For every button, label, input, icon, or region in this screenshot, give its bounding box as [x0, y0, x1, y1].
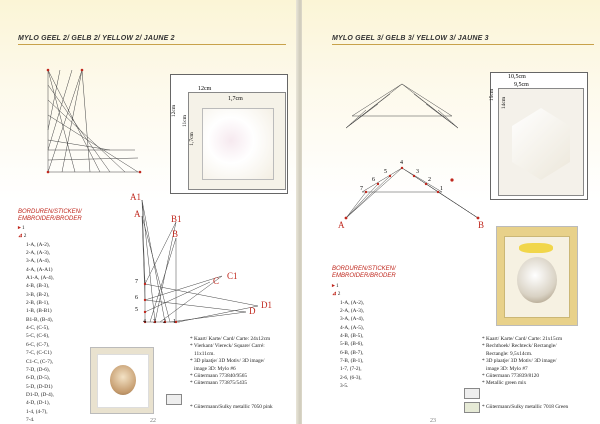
- left-step-18: 7-D, (D-6),: [26, 366, 50, 373]
- left-material-5: image 3D: Mylo #6: [194, 365, 236, 372]
- right-step-5: 3-A, (A-4),: [340, 316, 364, 323]
- left-step-3: 1-A, (A-2),: [26, 241, 50, 248]
- left-step-21: D1-D, (D-4),: [26, 391, 54, 398]
- right-label-n6: 6: [372, 177, 375, 183]
- right-dim-w2: 9,5cm: [514, 82, 529, 88]
- right-section-title: [332, 266, 396, 280]
- left-material-3: 11x11cm.: [194, 350, 215, 357]
- left-step-6: 4-A, (A-A1): [26, 266, 53, 273]
- dim-inner-height: 11cm: [182, 114, 189, 128]
- left-page: [0, 0, 298, 424]
- right-section-title-line2: EMBROIDER/BRODER: [332, 273, 396, 279]
- right-material-6: * Gütermann 773839/8120: [482, 373, 540, 380]
- left-step-15: 6-C, (C-7),: [26, 341, 50, 348]
- right-step-2: ⊿ 2: [332, 291, 341, 298]
- label-D1: D1: [261, 300, 272, 310]
- right-page-title: MYLO GEEL 3/ GELB 3/ YELLOW 3/ JAUNE 3: [332, 35, 489, 42]
- left-step-7: A1-A, (A-4),: [26, 275, 54, 282]
- left-step-17: C1-C, (C-7),: [26, 358, 53, 365]
- right-page: [302, 0, 600, 424]
- right-step-list: [332, 282, 364, 390]
- right-thread-swatch-2: [464, 402, 480, 413]
- right-step-11: 1-7, (7-2),: [340, 366, 362, 373]
- dim-card-height: 12cm: [171, 104, 178, 118]
- label-n3: 3: [153, 319, 156, 325]
- mouse-figure-image: [110, 365, 136, 395]
- label-n4: 4: [143, 319, 146, 325]
- label-n7: 7: [135, 279, 138, 285]
- left-step-9: 3-B, (B-2),: [26, 291, 50, 298]
- left-material-7: * Gütermann 773875/5435: [190, 380, 248, 387]
- left-material-2: * Vierkant/ Viereck/ Square/ Carré:: [190, 343, 265, 350]
- right-step-13: 3-5.: [340, 383, 349, 390]
- left-step-4: 2-A, (A-3),: [26, 250, 50, 257]
- right-label-n7: 7: [360, 186, 363, 192]
- left-step-14: 5-C, (C-6),: [26, 333, 50, 340]
- right-label-n4: 4: [400, 160, 403, 166]
- label-n1: 1: [173, 319, 176, 325]
- right-material-4: * 3D plaatje/ 3D Motiv/ 3D image/: [482, 358, 557, 365]
- right-step-10: 7-B, (B-1),: [340, 358, 364, 365]
- left-step-13: 4-C, (C-5),: [26, 325, 50, 332]
- left-step-11: 1-B, (B-B1): [26, 308, 52, 315]
- label-C1: C1: [227, 271, 238, 281]
- left-step-22: 4-D, (D-1),: [26, 400, 50, 407]
- left-step-16: 7-C, (C-C1): [26, 350, 52, 357]
- right-label-n3: 3: [416, 169, 419, 175]
- right-materials-list: [482, 336, 562, 388]
- left-page-number: 22: [150, 418, 156, 424]
- left-step-10: 2-B, (B-1),: [26, 300, 50, 307]
- right-material-5: image 3D: Mylo #7: [486, 365, 528, 372]
- mouse-with-bottle-image: [517, 257, 557, 303]
- right-step-3: 1-A, (A-2),: [340, 299, 364, 306]
- right-step-7: 4-B, (B-5),: [340, 333, 364, 340]
- left-card-photo: [90, 347, 154, 414]
- left-material-1: * Kaart/ Karte/ Card/ Carte: 24x12cm: [190, 336, 271, 342]
- label-B: B: [172, 229, 179, 239]
- right-thread-label: * Gütermann/Sulky metallic 7018 Green: [482, 404, 569, 410]
- left-step-8: 4-B, (B-3),: [26, 283, 50, 290]
- left-material-4: * 3D plaatje/ 3D Motiv/ 3D image/: [190, 358, 265, 365]
- right-label-n5: 5: [384, 169, 387, 175]
- left-step-12: B1-B, (B-4),: [26, 316, 53, 323]
- label-n2: 2: [163, 319, 166, 325]
- right-material-2: * Rechthoek/ Rechteck/ Rectangle/: [482, 343, 557, 350]
- left-step-24: 7-4.: [26, 416, 35, 423]
- dim-offset-y: 1,7cm: [188, 132, 195, 146]
- right-material-3: Rectangle: 9,5x14cm.: [486, 350, 533, 357]
- right-label-n1: 1: [440, 186, 443, 192]
- right-step-4: 2-A, (A-3),: [340, 308, 364, 315]
- right-step-8: 5-B, (B-6),: [340, 341, 364, 348]
- dim-card-width: 12cm: [198, 86, 212, 92]
- left-photo-inner-card: [97, 354, 149, 408]
- label-A1: A1: [130, 192, 141, 202]
- left-thread-label: * Gütermann/Sulky metallic 7050 pink: [190, 404, 273, 410]
- right-section-title-line1: BORDUREN/STICKEN/: [332, 266, 396, 272]
- right-step-6: 4-A, (A-5),: [340, 324, 364, 331]
- left-thread-swatch: [166, 394, 182, 405]
- right-photo-inner-card: [504, 236, 570, 318]
- right-dim-h2: 14cm: [501, 96, 508, 110]
- left-page-title: MYLO GEEL 2/ GELB 2/ YELLOW 2/ JAUNE 2: [18, 35, 175, 42]
- left-step-1: ▸ 1: [18, 225, 25, 231]
- right-thread-swatch-1: [464, 388, 480, 399]
- left-section-title-line1: BORDUREN/STICKEN/: [18, 209, 82, 215]
- left-step-20: 5-D, (D-D1): [26, 383, 53, 390]
- right-material-7: * Metallic green mix: [482, 380, 527, 387]
- left-materials-list: [190, 336, 270, 388]
- right-step-1: ▸ 1: [332, 283, 339, 289]
- dim-offset-x: 1,7cm: [228, 96, 243, 102]
- right-dim-h1: 15cm: [489, 88, 496, 102]
- left-section-title-line2: EMBROIDER/BRODER: [18, 216, 82, 222]
- yellow-bow-image: [519, 243, 553, 253]
- label-D: D: [249, 306, 256, 316]
- label-n6: 6: [135, 295, 138, 301]
- right-label-n2: 2: [428, 177, 431, 183]
- left-step-23: 1-4, (4-7),: [26, 408, 48, 415]
- label-B1: B1: [171, 214, 182, 224]
- left-step-19: 6-D, (D-5),: [26, 375, 50, 382]
- right-label-B: B: [478, 220, 485, 230]
- right-step-12: 2-6, (6-3),: [340, 374, 362, 381]
- right-card-photo: [496, 226, 578, 326]
- right-page-number: 23: [430, 418, 436, 424]
- label-C: C: [213, 276, 220, 286]
- left-step-5: 3-A, (A-4),: [26, 258, 50, 265]
- left-step-2: ⊿ 2: [18, 233, 27, 240]
- right-label-A: A: [338, 220, 345, 230]
- left-material-6: * Gütermann 773840/9565: [190, 373, 248, 380]
- right-dim-w1: 10,5cm: [508, 74, 526, 80]
- right-step-9: 6-B, (B-7),: [340, 349, 364, 356]
- right-material-1: * Kaart/ Karte/ Card/ Carte: 21x15cm: [482, 336, 563, 342]
- label-A: A: [134, 209, 141, 219]
- label-n5: 5: [135, 307, 138, 313]
